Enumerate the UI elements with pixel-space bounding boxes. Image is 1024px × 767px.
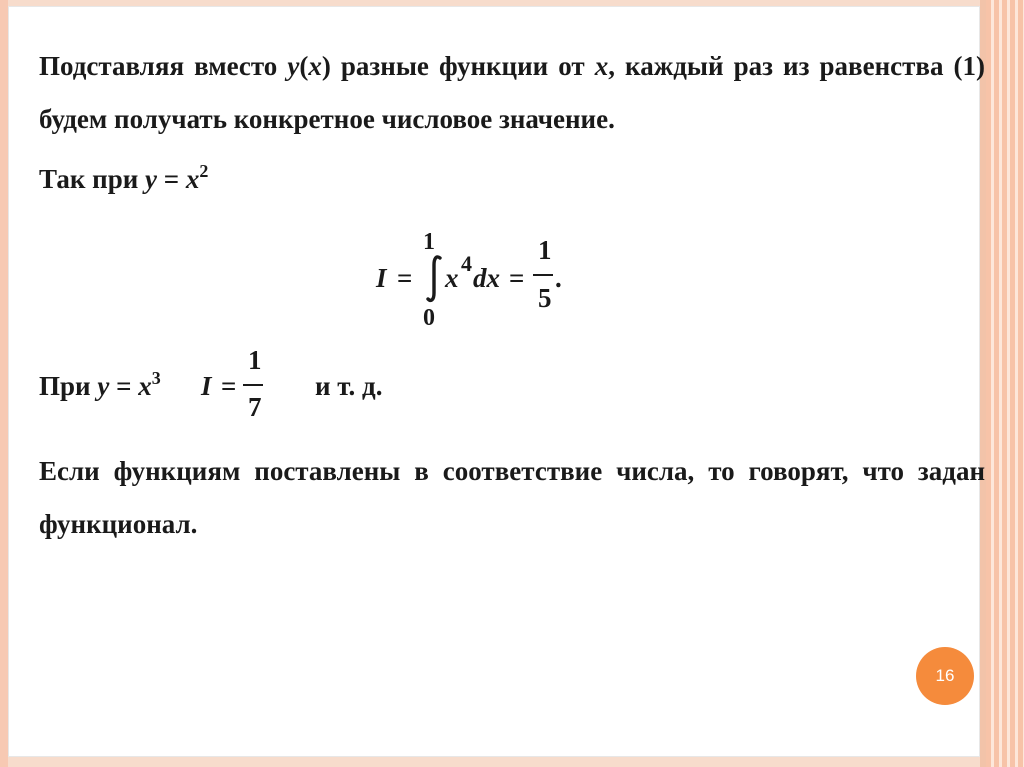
paragraph-substitution: Подставляя вместо y(x) разные функции от x, каждый раз из равенства (1) будем получать конкретное числовое значение.	[39, 51, 985, 134]
integral-lower-limit: 0	[423, 305, 435, 331]
fraction2-bar	[243, 384, 263, 386]
var-x: x	[594, 51, 609, 81]
paragraph-functional-definition: Если функциям поставлены в соответствие числа, то говорят, что задан функционал.	[39, 456, 985, 539]
var-x: x	[308, 51, 322, 81]
page-number-badge: 16	[916, 647, 974, 705]
formula1-x: x	[445, 263, 459, 293]
integral-upper-limit: 1	[423, 229, 435, 255]
integral-sign-icon	[425, 255, 443, 303]
fraction-bar	[533, 274, 553, 276]
formula1-dx: dx	[473, 263, 500, 293]
formula1-I: I	[376, 263, 387, 293]
formula1-dot: .	[555, 263, 562, 293]
formula1-power: 4	[461, 251, 472, 276]
example-x-squared: Так при $y = x^2$	[39, 161, 209, 194]
fraction2-denominator: 7	[248, 392, 262, 422]
slide-content	[8, 6, 985, 757]
var-y: y	[287, 51, 300, 81]
formula1-equals: =	[397, 263, 413, 293]
formula1-equals-2: =	[509, 263, 525, 293]
fraction-numerator: 1	[538, 235, 552, 265]
etc-text: и т. д.	[315, 371, 383, 401]
bottom-border	[8, 757, 986, 767]
example-x-cubed: При $y = x^3$	[39, 368, 161, 401]
formula2-equals: =	[221, 371, 237, 401]
left-border	[0, 0, 8, 767]
decorative-stripes	[986, 0, 1024, 767]
fraction2-numerator: 1	[248, 345, 262, 375]
formula2-I: I	[201, 371, 212, 401]
fraction-denominator: 5	[538, 283, 552, 313]
